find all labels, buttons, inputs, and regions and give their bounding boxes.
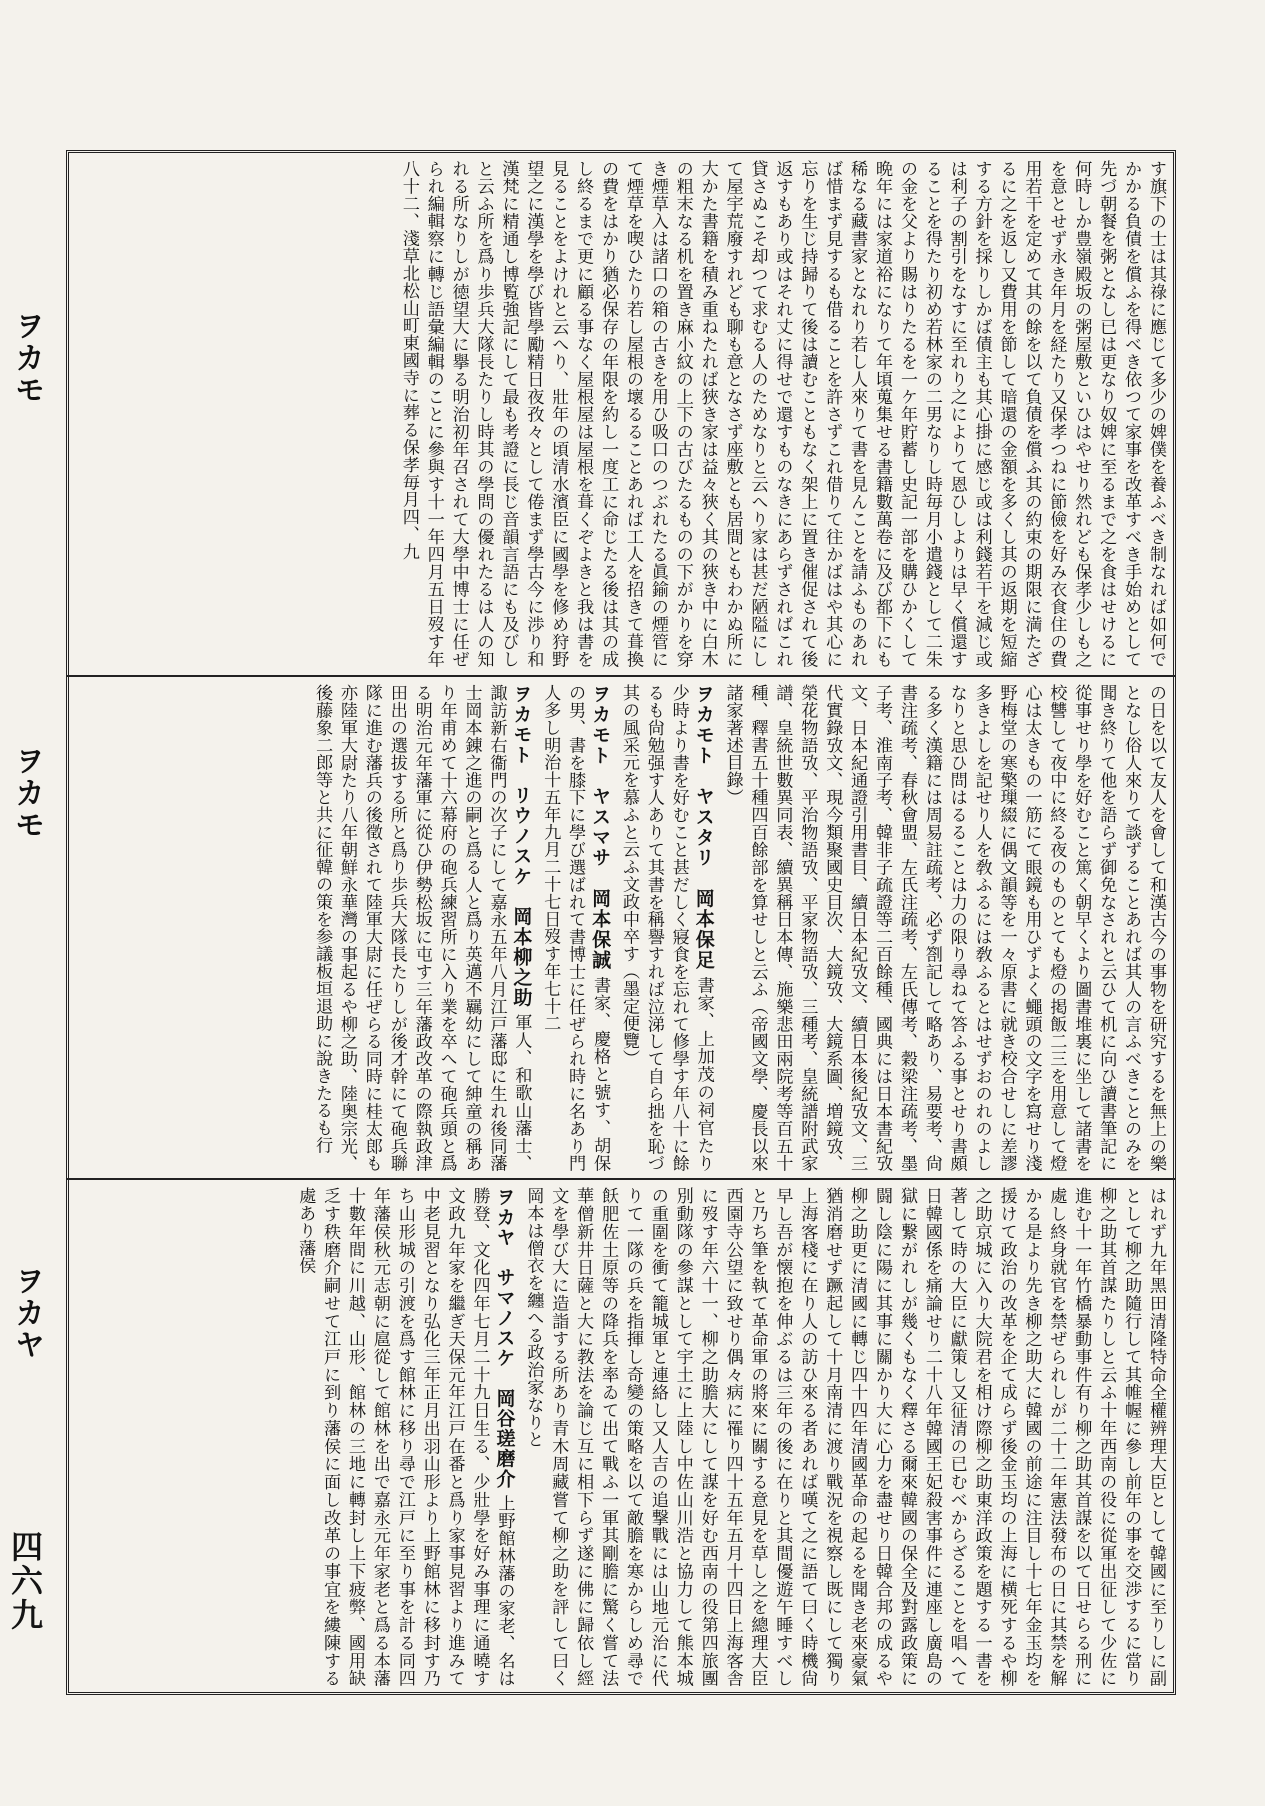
page-number: 四六九 [6, 1530, 44, 1632]
entry [616, 684, 716, 1172]
entry-text: 書家、慶格と號す、胡保の男、書を膝下に學び選ばれて書博士に任ぜられ時に名あり門人多し明治十五年九月二十七日歿す年七十二 [540, 684, 611, 1172]
entry-heading: ヲカモト ヤスタリ 岡本保足 [692, 684, 715, 971]
entry-text: 上野館林藩の家老、名は勝登、文化四年七月二十九日生る、少壯學を好み事理に通曉す文政九年家を繼ぎ天保元年江戸在番と爲り家事見習より進みて中老見習となり弘化三年正月出羽山形より上野館林に移封す乃ち山形城の引渡を爲す館林に移り尋で江戸に至り事を計る同四年藩侯秋元志朝に扈從して館林を出で嘉永元年家老と爲る本藩十數年間に川越、山形、館林の三地に轉封し上下疲弊、國用缺乏す秩磨介嗣せて江戸に到り藩侯に面し改革の事宜を縷陳する處あり藩侯 [295, 1187, 515, 1687]
paragraph-text: の日を以て友人を會して和漢古今の事物を研究するを無上の樂となし俗人來りて談ずることあれば其人の言ふべきことのみを聞き終りて他を語らず御免なされと云ひて机に向ひ讀書筆記に從事せり學を好むこと篤く朝早くより圖書堆裏に坐して諸書を校讐して夜中に終る夜のものとても燈の掲飯二三を用意して燈心は太きもの一筋にて眼鏡も用ひずよく蠅頭の文字を寫せり淺野梅堂の寒檠璅綴に偶文韻等を一々原書に就き校合せしに差謬多きよしを記せり人を敎ふるには敎ふるとはせずおのれのよしなりと思ひ問はるることは力の限り尋ねて答ふる事とせり書頗る多く漢籍には周易註疏考、必ず劄記して略あり、易要考、尙書注疏考、春秋會盟、左氏注疏考、左氏傳考、穀梁注疏考、墨子考、淮南子考、韓非子疏證等二百餘種、國典には日本書紀攷文、日本紀通證引用書目、續日本紀攷文、續日本後紀攷文、三代實錄攷文、現今類聚國史目次、大鏡攷、大鏡系圖、増鏡攷、榮花物語攷、平治物語攷、平家物語攷、三種考、皇統譜附武家譜、皇統世數異同表、續異稱日本傳、施樂悲田兩院考等百五十種、釋書五十種四百餘部を算せしと云ふ（帝國文學、慶長以來諸家著述目錄） [722, 684, 1166, 1172]
entry [309, 684, 533, 1172]
entry [537, 684, 612, 1172]
entry [292, 1187, 516, 1687]
paragraph-text: はれず九年黑田清隆特命全權辨理大臣として韓國に至りしに副として柳之助隨行して其帷幄に參し前年の事を交渉するに當り柳之助其首謀たりしと云ふ十年西南の役に從軍出征して少佐に進む十一年竹橋暴動事件有り柳之助其首謀を以て日せらる刑に處し終身就官を禁ぜられしが二十二年憲法發布の日に其禁を解かる是より先き柳之助大に韓國の前途に注目し十七年金玉均を援けて政治の改革を企て成らず後金玉均の上海に横死するや柳之助京城に入り大院君を相け際柳之助東洋政策を題する一書を著して時の大臣に獻策し又征清の已むべからざることを唱へて日韓國係を痛論せり二十八年韓國王妃殺害事件に連座し廣島の獄に繋がれしが幾くもなく釋さる爾來韓國の保全及對露政策に闘し陰に陽に其事に關かり大に心力を盡せり日韓合邦の成るや柳之助更に清國に轉じ四十四年清國革命の起るを聞き老來豪氣猶消磨せず蹶起して十月南清に渡り戰況を視察し既にして獨り上海客棧に在り人の訪ひ來る者あれば嘆て之に語て曰く時機尙早し吾が懐抱を伸ぶるは三年の後に在りと其間優遊午睡すべしと乃ち筆を執て革命軍の將來に關する意見を草し之を總理大臣西園寺公望に致せり偶々病に罹り四十五年五月十四日上海客舎に歿す年六十一、柳之助膽大にして謀を好む西南の役第四旅團別動隊の參謀として宇土に上陸し中佐山川浩と協力して熊本城の重圍を衝て籠城軍と連絡し又人吉の追撃戰には山地元治に代りて一隊の兵を指揮し奇變の策略を以て敵膽を寒からしめ尋で飫肥佐土原等の降兵を率ゐて出て戰ふ一軍其剛膽に驚く嘗て法華僧新井日薩と大に教法を論じ互に相下らず遂に佛に歸依し經文を學び大に造詣する所あり青木周藏嘗て柳之助を評して曰く岡本は僧衣を纏へる政治家なりと [523, 1187, 1166, 1687]
text-section-bottom [74, 1187, 1168, 1687]
entry-heading: ヲカヤ サマノスケ 岡谷瑳磨介 [493, 1187, 516, 1489]
text-section-top [74, 160, 1168, 668]
paragraph [720, 684, 1168, 1172]
entry-text: 書家、上加茂の祠官たり少時より書を好むこと甚だしく寢食を忘れて修學す年八十に餘るも尙勉强す人ありて其書を稱譽すれば泣涕して自ら拙を恥づ其の風采元を慕ふと云ふ文政中卒す（墨定便覽） [618, 684, 714, 1172]
side-header: ヲカヤ [9, 1265, 44, 1361]
side-header: ヲカモ [9, 310, 44, 406]
entry-heading: ヲカモト リウノスケ 岡本柳之助 [510, 684, 533, 1008]
entry-text: 軍人、和歌山藩士、諏訪新右衞門の次子にして嘉永五年八月江戸藩邸に生れ後同藩士岡本錬之進の嗣と爲る人と爲り英邁不羈幼にして紳童の稱あり年甫めて十六幕府の砲兵練習所に入り業を卒へて砲兵頭と爲る明治元年藩軍に從ひ伊勢松坂に屯す三年藩政改革の際執政津田出の選拔する所と爲り歩兵大隊長たりしが後才幹にて砲兵聯隊に進む藩兵の後徵されて陸軍大尉に任ぜらる同時に桂太郎も亦陸軍大尉たり八年朝鮮永華灣の事起るや柳之助、陸奥宗光、後藤象二郎等と共に征韓の策を参議板垣退助に說きたるも行 [312, 684, 532, 1172]
text-section-middle [74, 684, 1168, 1172]
paragraph: す旗下の士は其祿に應じて多少の婢僕を養ふべき制なれば如何でかかる負債を償ふを得べき依つて家事を改革すべき手始めとして先づ朝餐を粥となし已は更なり奴婢に至るまで之を食はせけるに何時しか豊嶺殿坂の粥屋敷といひはやせり然れども保孝少しも之を意とせず永き年月を経たり又保孝つねに節儉を好み衣食住の費用若干を定めて其の餘を以て負債を償ふ其の約束の期限に満たざるに之を返し又費用を節して暗還の金額を多くし其の返期を短縮する方針を採りしかば債主も其心掛に感じ或は利錢若干を減じ或は利子の割引をなすに至れり之によりて恩ひしよりは早く償還することを得たり初め若林家の二男なりし時毎月小遣錢として二朱の金を父より賜はりたるを一ケ年貯蓄し史記一部を購ひかくして晩年には家道裕になりて年頃蒐集せる書籍數萬卷に及び都下にも稀なる藏書家となれり若し人來りて書を見んことを請ふものあれば惜まず見するも借ることを許さずこれ借りて往かばはや其心に忘りを生じ持歸りて後は讀むこともなく架上に置き催促されて後返すもあり或はそれ丈に得せで還すものなきにあらずさればこれ貸さぬこそ却つて求むる人のためなりと云へり家は甚だ陋隘にして屋宇荒廢すれども聊も意となさず座敷とも居間ともわかぬ所に大かた書籍を積み重ねたれば狹き家は益々狹く其の狹き中に白木の粗末なる机を置き麻小紋の上下の古びたるものの下がかりを穿き煙草入は諸口の箱の古きを用ひ吸口のつぶれたる眞鍮の煙管にて煙草を喫ひたり若し屋根の壞るることあれば工人を招きて葺換の費をはかり猶必保存の年限を約し一度工に命じたる後は其の成し終るまで更に顧る事なく屋根屋は屋根を葺くぞよきと我は書を見ることをよけれと云へり、壯年の頃清水濱臣に國學を修め狩野望之に漢學を學び皆學勵精日夜孜々として倦まず學古今に渉り和漢梵に精通し博覧強記にして最も考證に長じ音韻言語にも及びしと云ふ所を爲り歩兵大隊長たりし時其の學問の優れたるは人の知れる所なりしが徳望大に擧る明治初年召されて大學中博士に任ぜられ編輯察に轉じ語彙編輯のことに參與す十一年四月五日歿す年八十二、淺草北松山町東國寺に葬る保孝毎月四、九 [398, 160, 1166, 668]
entry-heading: ヲカモト ヤスマサ 岡本保誠 [589, 684, 612, 971]
section-divider [66, 1178, 1176, 1180]
section-divider [66, 675, 1176, 677]
side-header: ヲカモ [9, 745, 44, 841]
paragraph [520, 1187, 1168, 1687]
